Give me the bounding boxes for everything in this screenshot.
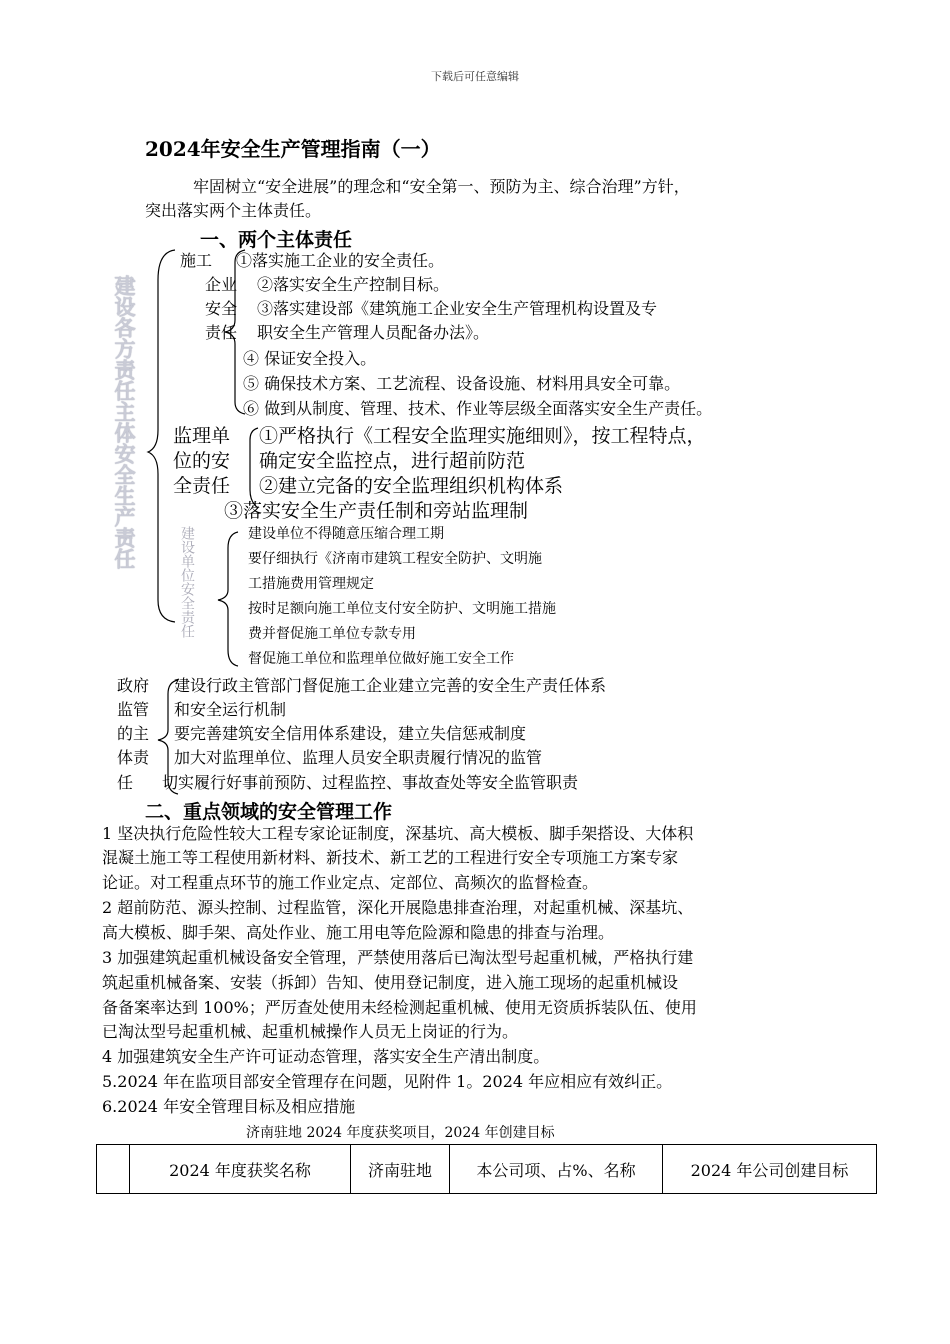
construction-label-2: 企业 [205,275,238,294]
construction-label-1: 施工 [180,251,213,270]
construction-item-2: ②落实安全生产控制目标。 [257,275,450,294]
side-label-owner: 建设单位安全责任 [179,526,195,638]
owner-item-4: 督促施工单位和监理单位做好施工安全工作 [248,651,514,667]
table-header-cell [97,1145,130,1194]
section2-line-8: 备备案率达到 100%；严厉查处使用未经检测起重机械、使用无资质拆装队伍、使用 [102,998,697,1017]
construction-item-3b: 职安全生产管理人员配备办法》。 [257,323,490,342]
gov-item-3: 加大对监理单位、监理人员安全职责履行情况的监管 [174,748,543,767]
construction-item-4: ④ 保证安全投入。 [243,349,377,368]
construction-item-3: ③落实建设部《建筑施工企业安全生产管理机构设置及专 [257,299,658,318]
construction-label-3: 安全 [205,299,238,318]
section2-line-7: 筑起重机械备案、安装（拆卸）告知、使用登记制度，进入施工现场的起重机械设 [102,973,679,992]
construction-item-5: ⑤ 确保技术方案、工艺流程、设备设施、材料用具安全可靠。 [243,374,681,393]
owner-item-3b: 费并督促施工单位专款专用 [248,626,416,642]
gov-label-1: 政府 [117,676,150,695]
owner-item-3: 按时足额向施工单位支付安全防护、文明施工措施 [248,601,556,617]
section2-line-11: 5.2024 年在监项目部安全管理存在问题，见附件 1。2024 年应相应有效纠正。 [102,1072,673,1091]
owner-item-2b: 工措施费用管理规定 [248,576,374,592]
table-caption: 济南驻地 2024 年度获奖项目，2024 年创建目标 [246,1125,555,1141]
construction-item-6: ⑥ 做到从制度、管理、技术、作业等层级全面落实安全生产责任。 [243,399,713,418]
award-table [96,1144,877,1194]
section2-line-1: 1 坚决执行危险性较大工程专家论证制度，深基坑、高大模板、脚手架搭设、大体积 [102,824,694,843]
section2-line-10: 4 加强建筑安全生产许可证动态管理，落实安全生产清出制度。 [102,1047,550,1066]
gov-item-4: 切实履行好事前预防、过程监控、事故查处等安全监管职责 [162,773,579,792]
table-header-cell: 济南驻地 [351,1145,450,1194]
section2-heading: 二、重点领域的安全管理工作 [145,801,393,823]
construction-label-4: 责任 [205,323,238,342]
section2-line-12: 6.2024 年安全管理目标及相应措施 [102,1097,356,1116]
section2-line-9: 已淘汰型号起重机械、起重机械操作人员无上岗证的行为。 [102,1022,519,1041]
gov-label-2: 监管 [117,700,150,719]
intro-line-1: 牢固树立“安全进展”的理念和“安全第一、预防为主、综合治理”方针， [193,177,690,196]
intro-line-2: 突出落实两个主体责任。 [145,201,322,220]
supervision-label-3: 全责任 [173,475,231,497]
owner-item-1: 建设单位不得随意压缩合理工期 [248,526,444,542]
section2-line-5: 高大模板、脚手架、高处作业、施工用电等危险源和隐患的排查与治理。 [102,923,615,942]
supervision-label-1: 监理单 [173,425,231,447]
section2-line-3: 论证。对工程重点环节的施工作业定点、定部位、高频次的监督检查。 [102,873,599,892]
supervision-item-2: ②建立完备的安全监理组织机构体系 [259,475,564,497]
section1-heading: 一、两个主体责任 [200,229,353,251]
supervision-item-1: ①严格执行《工程安全监理实施细则》，按工程特点， [259,425,706,447]
gov-item-1b: 和安全运行机制 [174,700,287,719]
section2-line-4: 2 超前防范、源头控制、过程监管，深化开展隐患排查治理，对起重机械、深基坑、 [102,898,694,917]
gov-item-1: 建设行政主管部门督促施工企业建立完善的安全生产责任体系 [174,676,607,695]
section2-line-2: 混凝土施工等工程使用新材料、新技术、新工艺的工程进行安全专项施工方案专家 [102,848,679,867]
header-note: 下载后可任意编辑 [431,70,519,83]
supervision-label-2: 位的安 [173,450,231,472]
side-label-all-parties: 建设各方责任主体安全生产责任 [112,275,137,569]
page-title: 2024年安全生产管理指南（一） [145,137,441,161]
gov-label-3: 的主 [117,724,150,743]
gov-label-5: 任 [117,773,134,792]
table-header-cell: 本公司项、占%、名称 [450,1145,663,1194]
table-header-cell: 2024 年度获奖名称 [130,1145,351,1194]
construction-item-1: ①落实施工企业的安全责任。 [236,251,445,270]
gov-item-2: 要完善建筑安全信用体系建设，建立失信惩戒制度 [174,724,527,743]
gov-label-4: 体责 [117,748,150,767]
owner-item-2: 要仔细执行《济南市建筑工程安全防护、文明施 [248,551,542,567]
supervision-item-3: ③落实安全生产责任制和旁站监理制 [224,500,529,522]
supervision-item-1b: 确定安全监控点，进行超前防范 [259,450,526,472]
table-header-row [97,1145,877,1194]
section2-line-6: 3 加强建筑起重机械设备安全管理，严禁使用落后已淘汰型号起重机械，严格执行建 [102,948,694,967]
table-header-cell: 2024 年公司创建目标 [663,1145,877,1194]
